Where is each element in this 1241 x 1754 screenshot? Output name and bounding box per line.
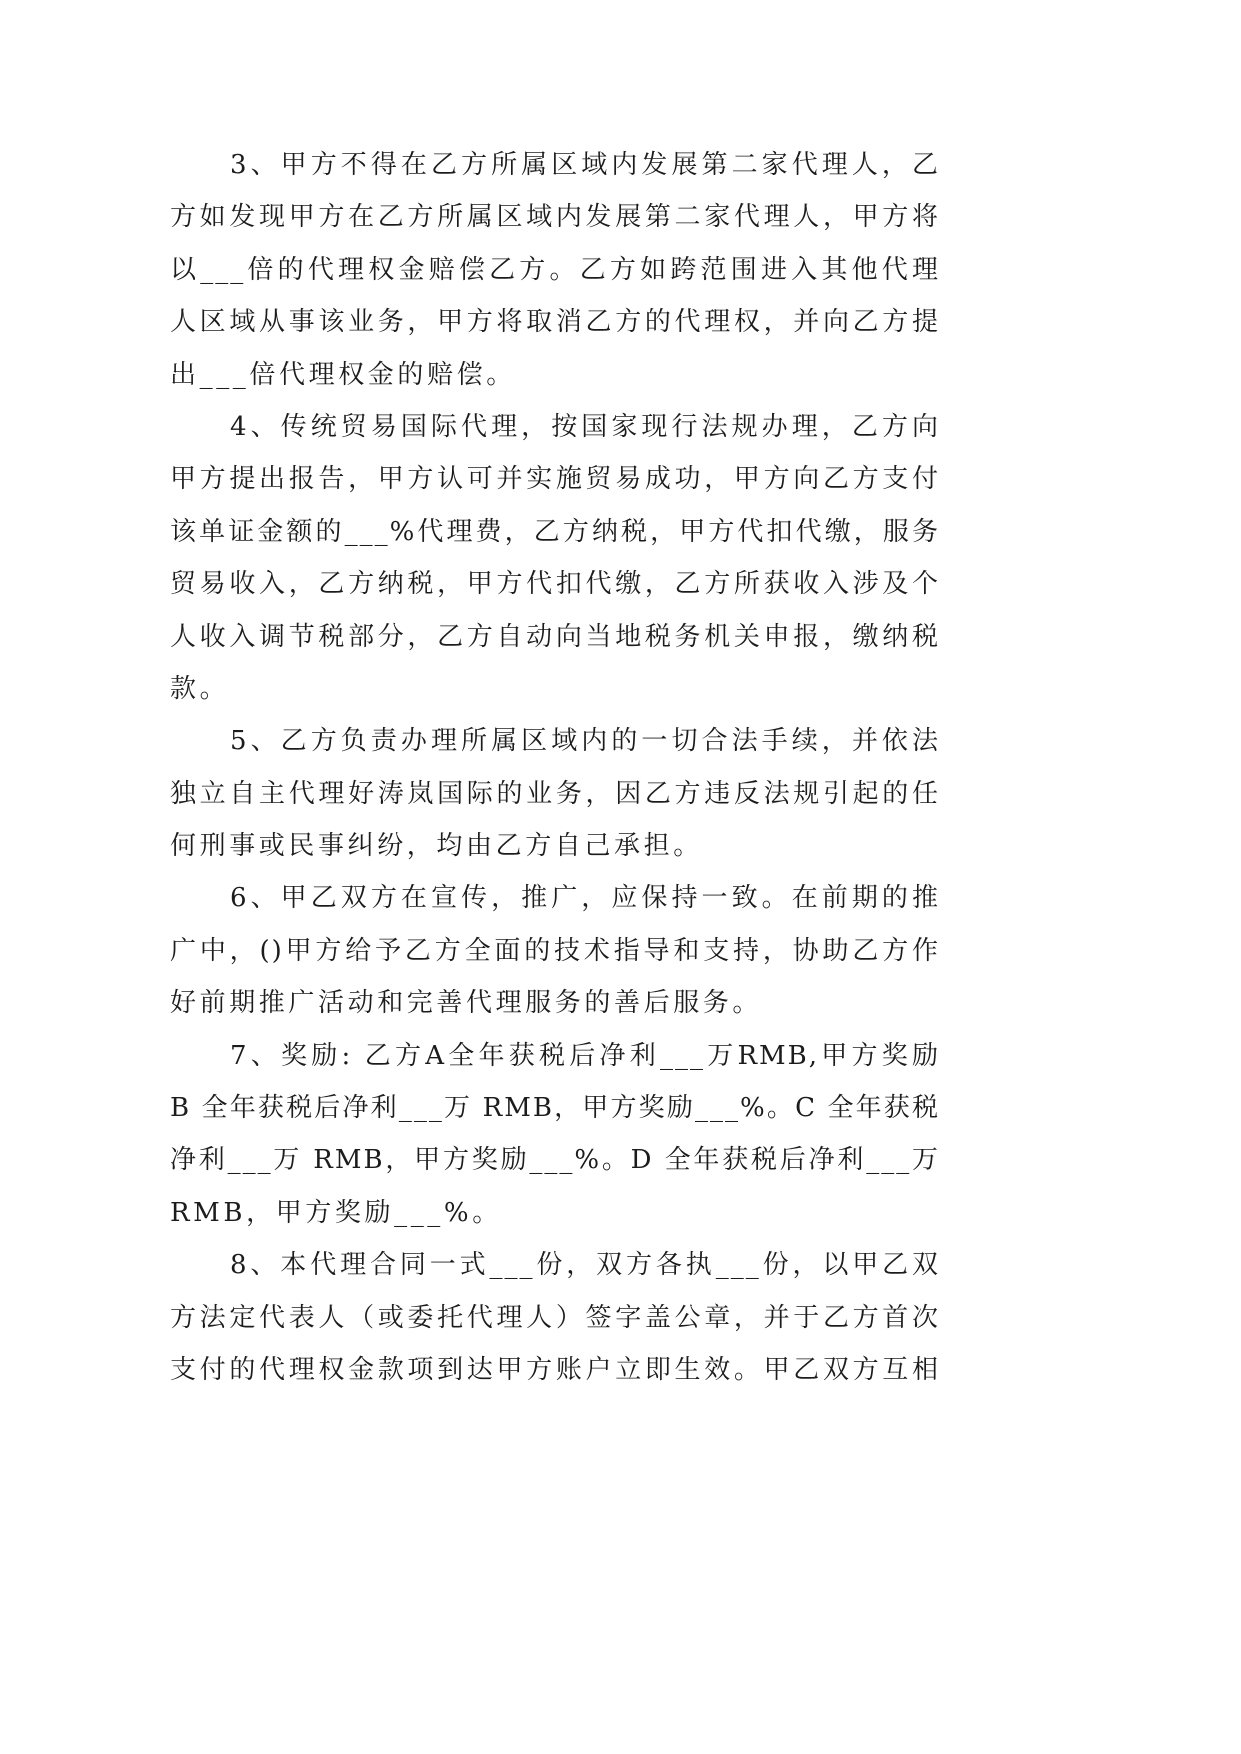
clause-line: 净利___万 RMB，甲方奖励___%。D 全年获税后净利___万 bbox=[170, 1145, 940, 1176]
clause-line: 贸易收入，乙方纳税，甲方代扣代缴，乙方所获收入涉及个 bbox=[170, 569, 940, 600]
clause-5 bbox=[170, 715, 940, 872]
clause-line: 4、传统贸易国际代理，按国家现行法规办理，乙方向 bbox=[230, 411, 940, 442]
clause-line: 何刑事或民事纠纷，均由乙方自己承担。 bbox=[170, 831, 703, 862]
contract-clauses bbox=[170, 139, 940, 1396]
clause-3 bbox=[170, 139, 940, 401]
clause-line: 款。 bbox=[170, 673, 230, 704]
clause-line: 人收入调节税部分，乙方自动向当地税务机关申报，缴纳税 bbox=[170, 621, 940, 652]
clause-7 bbox=[170, 1030, 940, 1240]
clause-line: 8、本代理合同一式___份，双方各执___份，以甲乙双 bbox=[230, 1250, 940, 1281]
clause-line: 6、甲乙双方在宣传，推广，应保持一致。在前期的推 bbox=[230, 883, 940, 914]
clause-line: 广中，()甲方给予乙方全面的技术指导和支持，协助乙方作 bbox=[170, 935, 940, 966]
clause-6 bbox=[170, 872, 940, 1029]
clause-line: 以___倍的代理权金赔偿乙方。乙方如跨范围进入其他代理 bbox=[170, 254, 940, 285]
clause-line: B 全年获税后净利___万 RMB，甲方奖励___%。C 全年获税 bbox=[170, 1093, 940, 1124]
clause-line: 7、奖励: 乙方A全年获税后净利___万RMB,甲方奖励 bbox=[230, 1040, 940, 1071]
clause-line: 方法定代表人（或委托代理人）签字盖公章，并于乙方首次 bbox=[170, 1302, 940, 1333]
clause-line: 甲方提出报告，甲方认可并实施贸易成功，甲方向乙方支付 bbox=[170, 464, 940, 495]
clause-line: 好前期推广活动和完善代理服务的善后服务。 bbox=[170, 988, 763, 1019]
clause-4 bbox=[170, 401, 940, 715]
clause-line: 独立自主代理好涛岚国际的业务，因乙方违反法规引起的任 bbox=[170, 778, 940, 809]
clause-line: 该单证金额的___%代理费，乙方纳税，甲方代扣代缴，服务 bbox=[170, 516, 940, 547]
clause-line: RMB，甲方奖励___%。 bbox=[170, 1197, 502, 1228]
clause-line: 出___倍代理权金的赔偿。 bbox=[170, 359, 516, 390]
clause-line: 人区域从事该业务，甲方将取消乙方的代理权，并向乙方提 bbox=[170, 307, 940, 338]
clause-line: 支付的代理权金款项到达甲方账户立即生效。甲乙双方互相 bbox=[170, 1354, 940, 1385]
clause-line: 5、乙方负责办理所属区域内的一切合法手续，并依法 bbox=[230, 726, 940, 757]
clause-line: 方如发现甲方在乙方所属区域内发展第二家代理人，甲方将 bbox=[170, 202, 940, 233]
clause-line: 3、甲方不得在乙方所属区域内发展第二家代理人，乙 bbox=[230, 150, 940, 180]
clause-8 bbox=[170, 1239, 940, 1396]
